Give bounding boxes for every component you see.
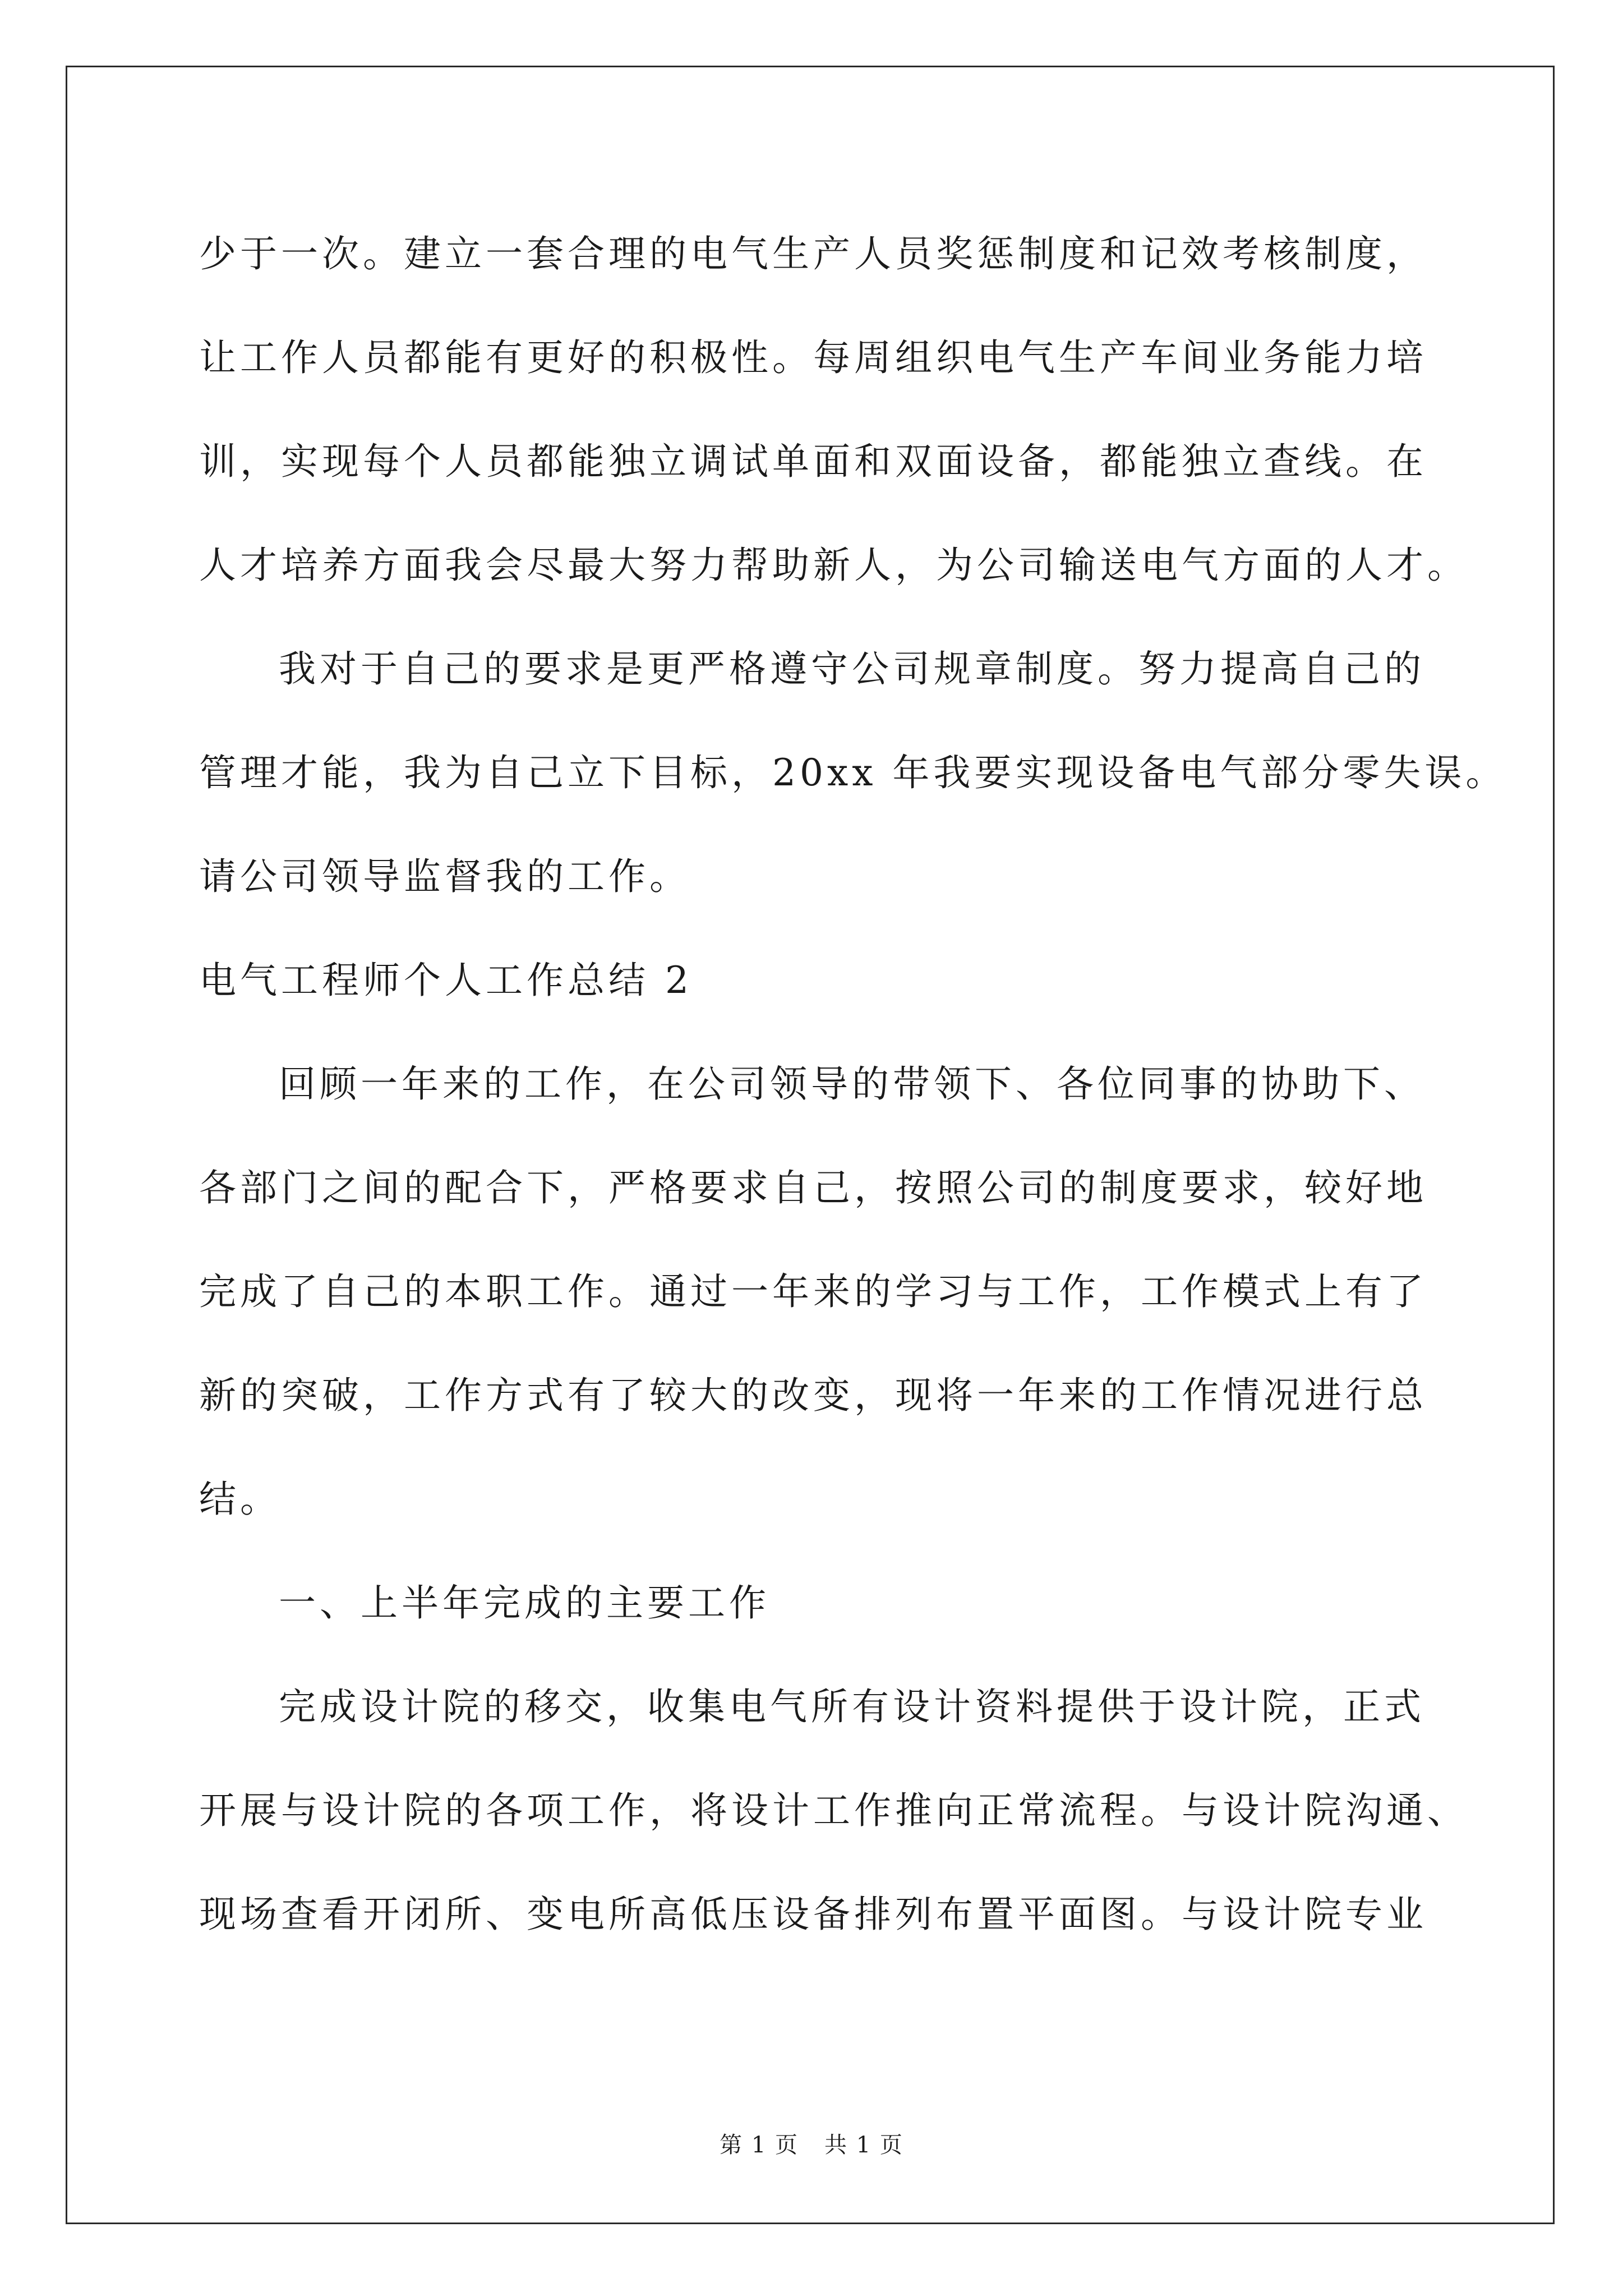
text-line: 完成了自己的本职工作。通过一年来的学习与工作，工作模式上有了: [199, 1270, 1427, 1313]
text-line: 现场查看开闭所、变电所高低压设备排列布置平面图。与设计院专业: [199, 1893, 1427, 1936]
text-line: 结。: [199, 1478, 281, 1521]
text-line: 新的突破，工作方式有了较大的改变，现将一年来的工作情况进行总: [199, 1374, 1427, 1417]
subsection-heading: 一、上半年完成的主要工作: [279, 1581, 770, 1625]
text-line: 完成设计院的移交，收集电气所有设计资料提供于设计院，正式: [279, 1685, 1425, 1728]
text-line: 开展与设计院的各项工作，将设计工作推向正常流程。与设计院沟通、: [199, 1789, 1468, 1832]
text-line: 我对于自己的要求是更严格遵守公司规章制度。努力提高自己的: [279, 647, 1425, 691]
text-line: 人才培养方面我会尽最大努力帮助新人，为公司输送电气方面的人才。: [199, 544, 1468, 587]
text-line: 少于一次。建立一套合理的电气生产人员奖惩制度和记效考核制度，: [199, 232, 1427, 275]
page-total: 共 1 页: [824, 2132, 903, 2158]
page-footer: [0, 2127, 1623, 2159]
text-line: 让工作人员都能有更好的积极性。每周组织电气生产车间业务能力培: [199, 336, 1427, 379]
text-line: 训，实现每个人员都能独立调试单面和双面设备，都能独立查线。在: [199, 440, 1427, 483]
page-number: 第 1 页: [720, 2132, 799, 2158]
text-line: 回顾一年来的工作，在公司领导的带领下、各位同事的协助下、: [279, 1062, 1425, 1106]
text-line: 各部门之间的配合下，严格要求自己，按照公司的制度要求，较好地: [199, 1166, 1427, 1209]
text-line: 请公司领导监督我的工作。: [199, 855, 690, 898]
section-heading: 电气工程师个人工作总结 2: [199, 959, 693, 1002]
text-line: 管理才能，我为自己立下目标，20xx 年我要实现设备电气部分零失误。: [199, 751, 1507, 794]
document-body: [199, 202, 1507, 1966]
